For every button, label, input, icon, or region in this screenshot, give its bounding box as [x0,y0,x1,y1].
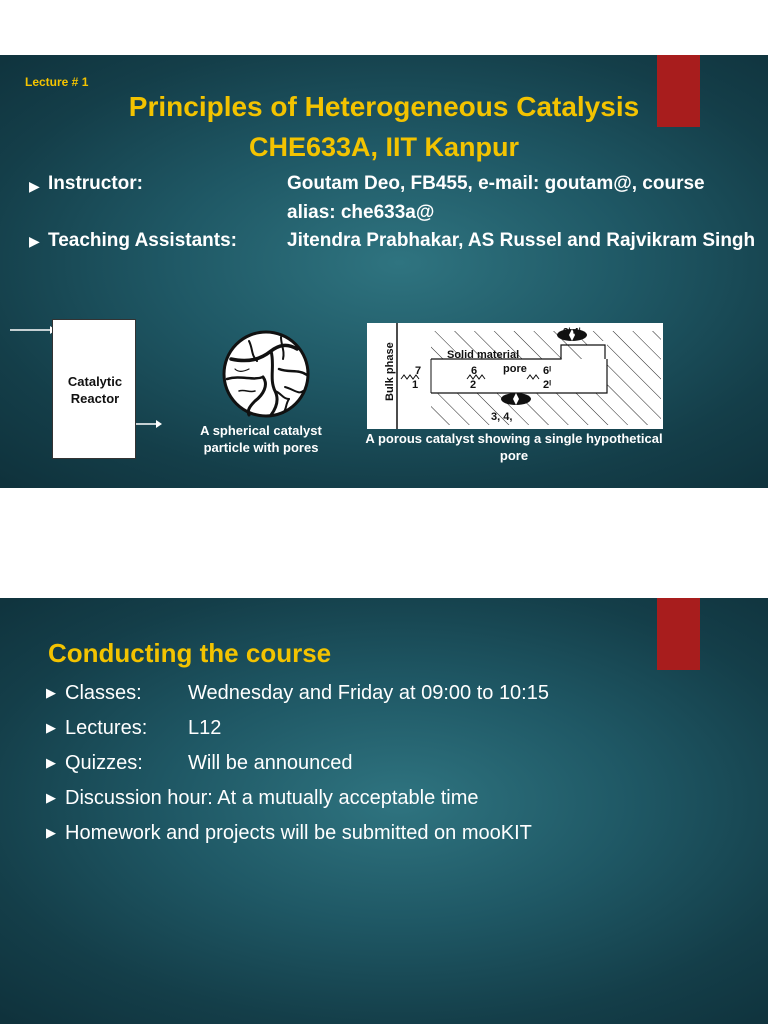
lecture-number: Lecture # 1 [25,75,89,89]
list-item-quizzes [46,751,353,775]
step-1-label: 1 [412,379,419,391]
reactor-label: Catalytic Reactor [67,374,123,406]
catalytic-reactor-box [52,319,136,459]
triangle-right-icon: ▶ [46,825,56,840]
step-34p-label: 3ᴵ 4ᴵ [563,327,581,338]
step-2-label: 2 [470,379,477,391]
catalyst-sphere-icon [219,329,313,419]
list-item-discussion [46,786,479,810]
sphere-caption: A spherical catalyst particle with pores [200,423,322,455]
row-label: Lectures: [65,717,148,739]
instructor-value: Goutam Deo, FB455, e-mail: goutam@, course alias: che633a@ [287,173,705,223]
outlet-arrow-icon [136,419,162,429]
list-item-classes [46,681,549,705]
row-value: Wednesday and Friday at 09:00 to 10:15 [188,682,549,704]
row-value: Will be announced [188,752,353,774]
triangle-right-icon: ▶ [46,685,56,700]
step-7-label: 7 [415,365,422,377]
row-value: Homework and projects will be submitted on mooKIT [65,822,532,844]
triangle-right-icon: ▶ [46,790,56,805]
step-2p-label: 2ᴵ [543,379,552,391]
triangle-right-icon: ▶ [29,178,40,194]
triangle-right-icon: ▶ [46,755,56,770]
row-label: Quizzes: [65,752,143,774]
slide-lecture-intro [0,55,768,488]
triangle-right-icon: ▶ [29,233,40,249]
row-value: L12 [188,717,222,739]
list-item-lectures [46,716,221,740]
step-34-label: 3, 4, [491,411,513,423]
solid-material-label: Solid material [447,349,520,361]
pore-caption: A porous catalyst showing a single hypothetical pore [365,431,663,463]
triangle-right-icon: ▶ [46,720,56,735]
course-code: CHE633A, IIT Kanpur [248,132,520,162]
instructor-label: Instructor: [48,173,143,194]
slide-conducting-course [0,598,768,1024]
row-label: Classes: [65,682,142,704]
pore-label: pore [503,363,527,375]
list-item-homework [46,821,532,845]
row-value: Discussion hour: At a mutually acceptable time [65,787,479,809]
section-heading: Conducting the course [48,638,332,668]
course-title: Principles of Heterogeneous Catalysis [128,91,640,122]
porous-catalyst-diagram [367,323,663,429]
step-6p-label: 6ᴵ [543,365,552,377]
bulk-phase-label: Bulk phase [384,342,396,401]
step-6-label: 6 [471,365,478,377]
inlet-arrow-icon [10,325,56,335]
slide-corner-tab [657,598,700,670]
ta-value: Jitendra Prabhakar, AS Russel and Rajvikram Singh [287,230,756,251]
ta-label: Teaching Assistants: [48,230,237,251]
